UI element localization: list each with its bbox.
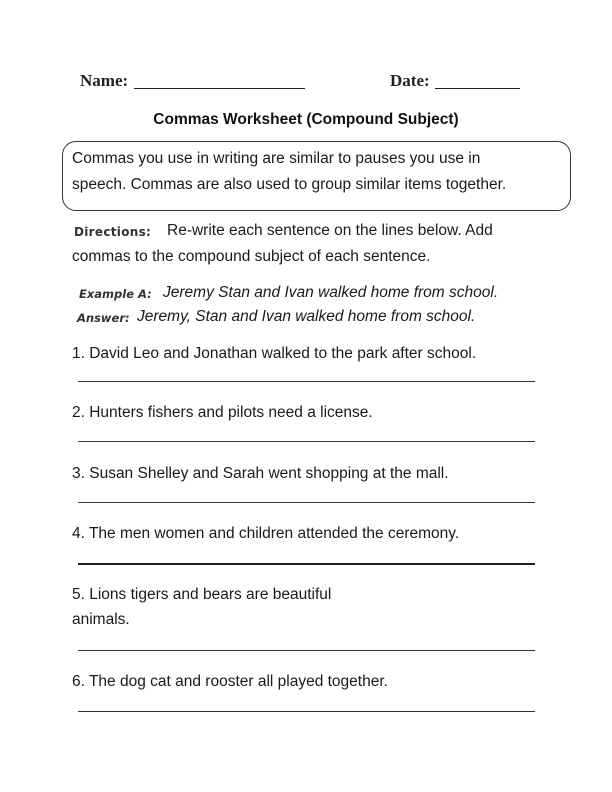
directions-label: Directions: [74,225,152,239]
answer-line-3[interactable] [78,502,535,503]
answer-label: Answer: [77,311,130,325]
answer-text: Jeremy, Stan and Ivan walked home from school. [137,308,476,325]
intro-line-1: Commas you use in writing are similar to pauses you use in [72,150,481,167]
name-field[interactable] [134,88,305,89]
name-label: Name: [80,71,129,90]
directions-line-1: Re-write each sentence on the lines below. Add [167,222,493,239]
question-4: 4. The men women and children attended the ceremony. [72,525,460,542]
answer-line-5[interactable] [78,650,535,651]
answer-line-4[interactable] [78,563,535,565]
question-6: 6. The dog cat and rooster all played together. [72,673,388,690]
question-1: 1. David Leo and Jonathan walked to the park after school. [72,345,477,362]
answer-line-6[interactable] [78,711,535,712]
question-5-continued: animals. [72,611,130,628]
directions-line-2: commas to the compound subject of each sentence. [72,248,431,265]
question-5: 5. Lions tigers and bears are beautiful [72,586,332,603]
example-text: Jeremy Stan and Ivan walked home from school. [163,284,499,301]
example-label: Example A: [79,287,152,301]
answer-line-1[interactable] [78,381,535,382]
question-2: 2. Hunters fishers and pilots need a license. [72,404,373,421]
date-label: Date: [390,71,430,90]
intro-line-2: speech. Commas are also used to group similar items together. [72,176,507,193]
question-3: 3. Susan Shelley and Sarah went shopping at the mall. [72,465,449,482]
answer-line-2[interactable] [78,441,535,442]
date-field[interactable] [435,88,520,89]
page-title: Commas Worksheet (Compound Subject) [153,111,459,128]
